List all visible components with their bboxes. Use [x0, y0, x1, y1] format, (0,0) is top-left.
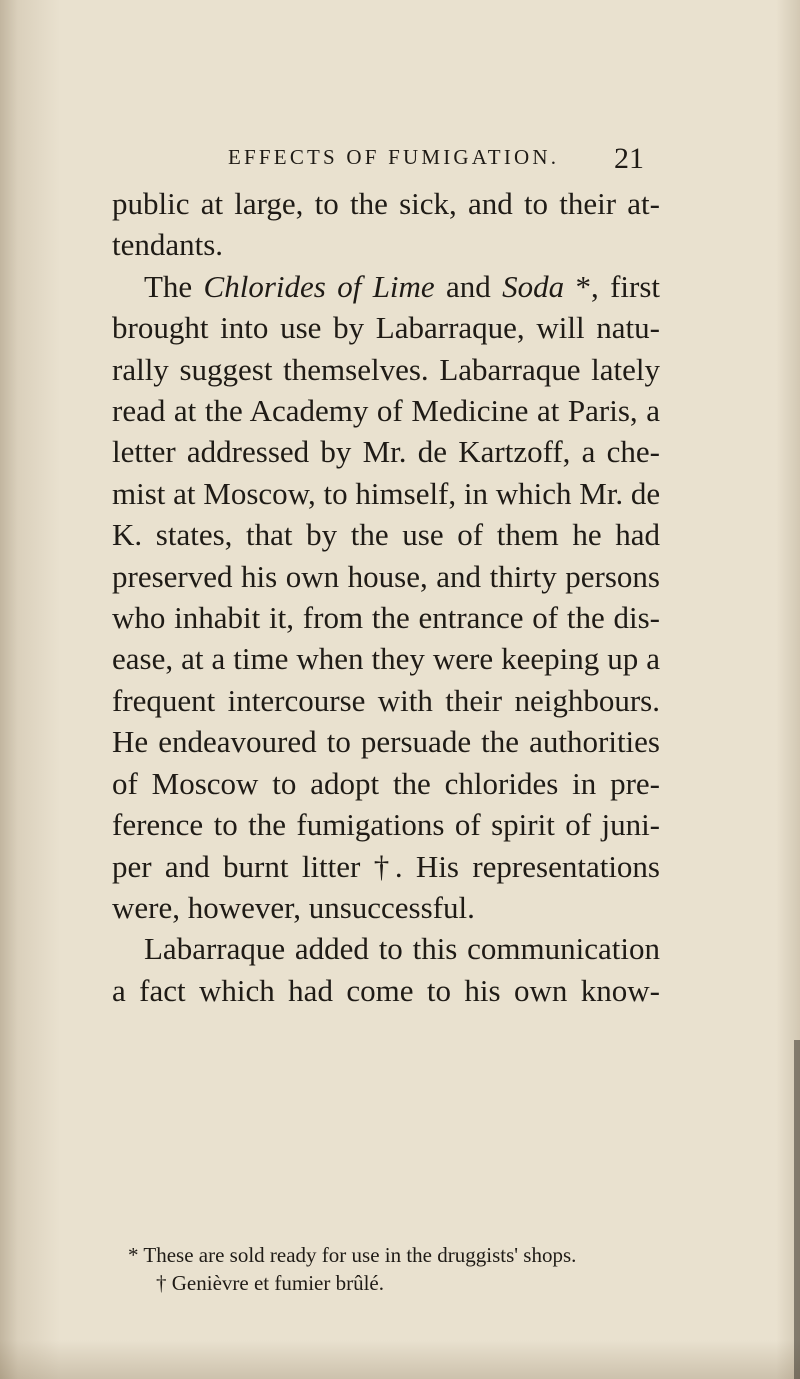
text-line: K. states, that by the use of them he had	[112, 517, 660, 553]
text-line: read at the Academy of Medicine at Paris, a	[112, 393, 660, 429]
text-line: Labarraque added to this communication	[144, 931, 660, 967]
body-text	[112, 183, 660, 1011]
page-edge-shadow	[794, 1040, 800, 1379]
page-number: 21	[614, 142, 644, 175]
text-line: of Moscow to adopt the chlorides in pre-	[112, 765, 660, 801]
text-line: a fact which had come to his own know-	[112, 972, 660, 1008]
footnote: † Genièvre et fumier brûlé.	[156, 1271, 384, 1295]
text-line: frequent intercourse with their neighbours.	[112, 682, 660, 718]
text-line: He endeavoured to persuade the authorities	[112, 724, 660, 760]
text-line: were, however, unsuccessful.	[112, 889, 475, 925]
text-line: The Chlorides of Lime and Soda *, first	[144, 268, 661, 304]
text-line: letter addressed by Mr. de Kartzoff, a che-	[112, 434, 660, 470]
text-line: brought into use by Labarraque, will natu-	[112, 310, 660, 346]
footnotes	[128, 1241, 648, 1297]
text-line: mist at Moscow, to himself, in which Mr. de	[112, 475, 661, 511]
running-header: EFFECTS OF FUMIGATION.	[228, 145, 560, 169]
text-line: per and burnt litter †. His representations	[112, 848, 660, 884]
text-line: rally suggest themselves. Labarraque lately	[112, 351, 660, 387]
text-line: tendants.	[112, 227, 224, 263]
text-line: who inhabit it, from the entrance of the dis-	[112, 600, 660, 636]
footnote: * These are sold ready for use in the druggists' shops.	[128, 1243, 577, 1267]
text-line: ease, at a time when they were keeping up a	[112, 641, 660, 677]
text-line: ference to the fumigations of spirit of juni-	[112, 807, 660, 843]
text-line: preserved his own house, and thirty persons	[112, 558, 660, 594]
text-line: public at large, to the sick, and to their at-	[112, 186, 660, 221]
